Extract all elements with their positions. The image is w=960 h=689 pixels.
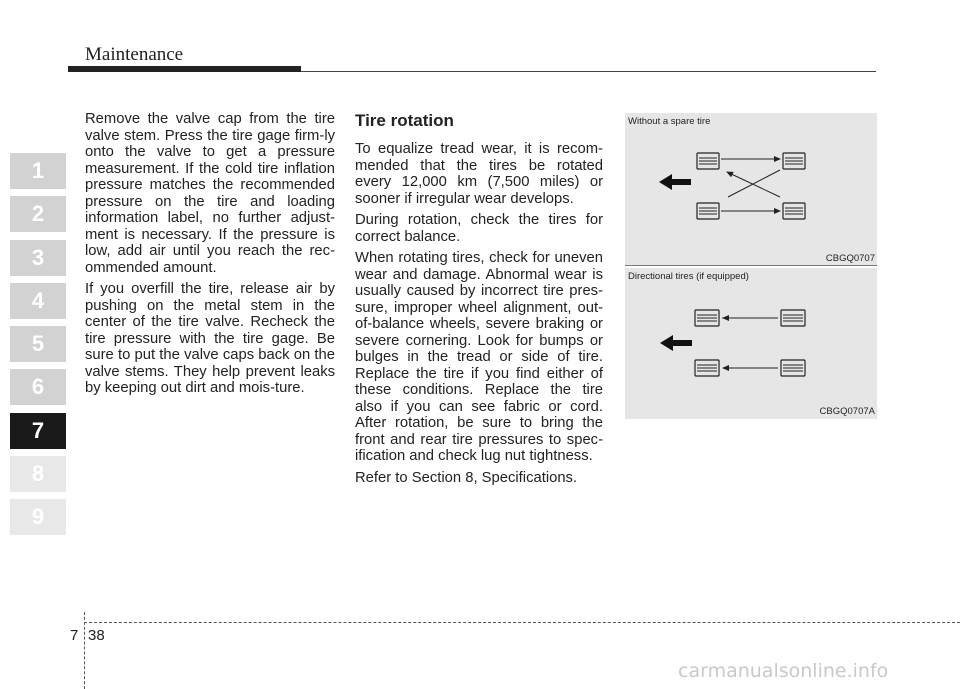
figure-rotation-directional xyxy=(625,268,877,419)
paragraph: Refer to Section 8, Specifications. xyxy=(355,469,578,486)
tire-icon xyxy=(697,153,805,219)
paragraph: To equalize tread wear, it is recom-mended that the tires be rotated every 12,000 km (7,500 miles) or sooner if irregular wear develops. xyxy=(355,141,603,207)
paragraph: If you overfill the tire, release air by pushing on the metal stem in the center of the tire valve. Recheck the tire pressure with the tire gage. Be sure to put the valve caps back on the valve stems. They help prevent leaks by keeping out dirt and mois-ture. xyxy=(85,281,335,396)
chapter-tab-7[interactable]: 7 xyxy=(10,413,66,449)
footer-page-number: 38 xyxy=(88,627,105,644)
figure-separator xyxy=(625,265,877,266)
section-title: Tire rotation xyxy=(355,111,454,130)
chapter-tab-9[interactable]: 9 xyxy=(10,499,66,535)
figure-caption: Without a spare tire xyxy=(628,116,711,127)
watermark: carmanualsonline.info xyxy=(678,660,889,682)
forward-arrow-icon xyxy=(660,335,692,351)
figure-caption: Directional tires (if equipped) xyxy=(628,271,749,282)
figure-rotation-no-spare xyxy=(625,113,877,266)
chapter-tab-6[interactable]: 6 xyxy=(10,369,66,405)
figure-code: CBGQ0707A xyxy=(819,406,875,417)
chapter-tab-2[interactable]: 2 xyxy=(10,196,66,232)
text-column-2 xyxy=(355,112,603,491)
chapter-tab-5[interactable]: 5 xyxy=(10,326,66,362)
header-rule-thick xyxy=(68,66,301,72)
footer-chapter-number: 7 xyxy=(70,627,79,644)
rotation-diagram-directional xyxy=(625,268,877,419)
text-column-1 xyxy=(85,111,335,402)
rotation-diagram-cross xyxy=(625,113,877,266)
forward-arrow-icon xyxy=(659,174,691,190)
rotation-arrows xyxy=(722,318,778,368)
footer-horizontal-rule xyxy=(84,622,960,623)
header-title: Maintenance xyxy=(85,44,184,65)
header-rule-thin xyxy=(301,71,876,72)
chapter-tab-3[interactable]: 3 xyxy=(10,240,66,276)
chapter-tab-4[interactable]: 4 xyxy=(10,283,66,319)
paragraph: Remove the valve cap from the tire valve stem. Press the tire gage firm-ly onto the valve to get a pressure measurement. If the cold tire inflation pressure matches the recommended pressure on the tire and loading information label, no further adjust-ment is necessary. If the pressure is low, add air until you reach the rec-ommended amount. xyxy=(85,111,335,276)
paragraph: When rotating tires, check for uneven wear and damage. Abnormal wear is usually caused by incorrect tire pres-sure, improper wheel alignment, out-of-balance wheels, severe braking or severe cornering. Look for bumps or bulges in the tread or side of tire. Replace the tire if you find either of these conditions. Replace the tire also if you can see fabric or cord. After rotation, be sure to bring the front and rear tire pressures to spec-ification and check lug nut tightness. xyxy=(355,250,603,464)
figure-code: CBGQ0707 xyxy=(825,253,875,264)
chapter-tab-8[interactable]: 8 xyxy=(10,456,66,492)
footer-vertical-rule xyxy=(84,612,85,689)
paragraph: During rotation, check the tires for correct balance. xyxy=(355,212,603,245)
chapter-tabs xyxy=(10,153,66,543)
chapter-tab-1[interactable]: 1 xyxy=(10,153,66,189)
tire-icon xyxy=(695,310,805,376)
rotation-arrows xyxy=(721,159,780,211)
